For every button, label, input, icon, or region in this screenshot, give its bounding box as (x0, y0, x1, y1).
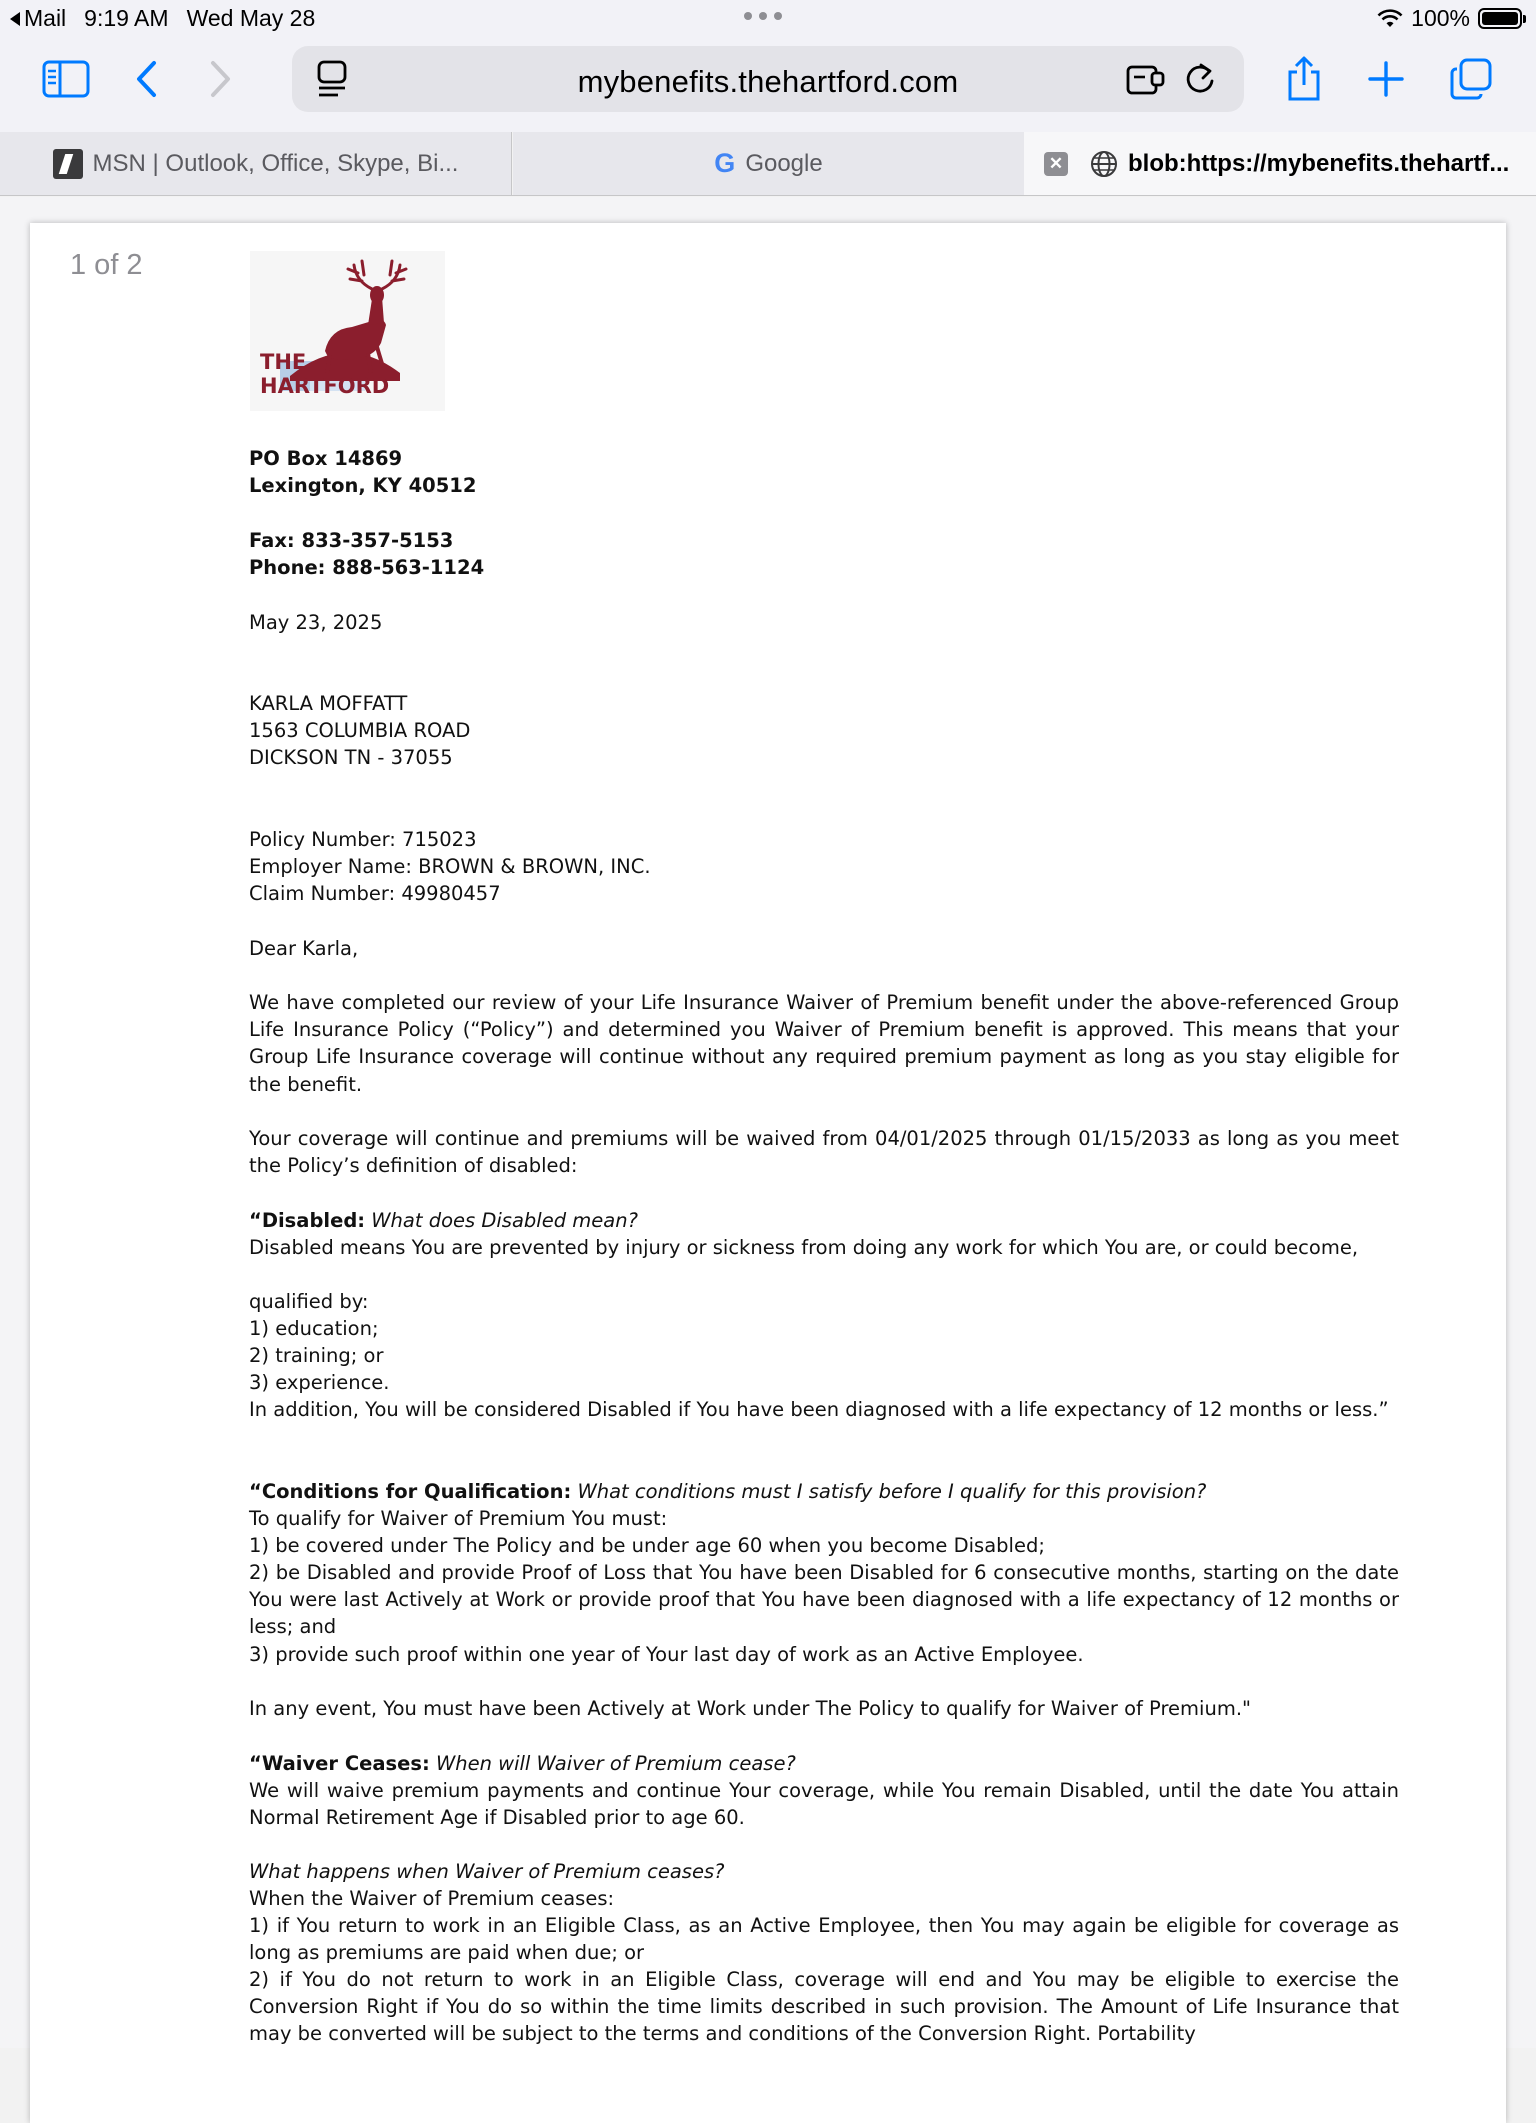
conditions-item: 3) provide such proof within one year of Your last day of work as an Active Employee. (249, 1643, 1084, 1666)
pdf-viewer[interactable] (0, 197, 1536, 2048)
employer-name: Employer Name: BROWN & BROWN, INC. (249, 855, 651, 878)
back-chevron-icon[interactable] (130, 58, 164, 100)
conditions-heading: “Conditions for Qualification: (249, 1480, 572, 1503)
back-to-app-button[interactable] (10, 5, 66, 32)
coverage-paragraph: Your coverage will continue and premiums will be waived from 04/01/2025 through 01/15/2033 as long as you meet the Policy’s definition of disabled: (249, 1127, 1399, 1178)
claim-number: Claim Number: 49980457 (249, 882, 501, 905)
letter-date: May 23, 2025 (249, 611, 383, 634)
extension-icon[interactable] (1124, 60, 1168, 98)
recipient-name: KARLA MOFFATT (249, 692, 408, 715)
sender-phone: Phone: 888-563-1124 (249, 556, 485, 579)
address-bar[interactable] (292, 46, 1244, 112)
status-date: Wed May 28 (186, 5, 316, 31)
disabled-heading-line (249, 1207, 1399, 1234)
disabled-definition: Disabled means You are prevented by injury or sickness from doing any work for which You are, or could become, (249, 1236, 1359, 1259)
tab-google[interactable] (513, 132, 1024, 195)
conditions-event: In any event, You must have been Actively at Work under The Policy to qualify for Waiver of Premium." (249, 1697, 1251, 1720)
wifi-icon (1377, 9, 1403, 29)
ceases-heading: “Waiver Ceases: (249, 1752, 430, 1775)
tab-bar (0, 132, 1536, 196)
tab-label: blob:https://mybenefits.thehartf... (1128, 149, 1510, 177)
recipient-city: DICKSON TN - 37055 (249, 746, 453, 769)
share-icon[interactable] (1282, 54, 1326, 104)
close-icon[interactable]: ✕ (1044, 152, 1068, 176)
disabled-item: 1) education; (249, 1317, 379, 1340)
tab-msn[interactable] (0, 132, 512, 195)
tab-label: MSN | Outlook, Office, Skype, Bi... (92, 149, 459, 177)
conditions-item: 2) be Disabled and provide Proof of Loss that You have been Disabled for 6 consecutive months, starting on the date You were last Actively at Work or provide proof that You have been diagnosed with a life expectancy of 12 months or less; and (249, 1561, 1399, 1639)
battery-percent: 100% (1411, 5, 1470, 31)
ceases-heading-line (249, 1750, 1399, 1777)
disabled-question: What does Disabled mean? (371, 1209, 638, 1232)
logo-text-the: THE (260, 350, 307, 374)
conditions-intro: To qualify for Waiver of Premium You must: (249, 1507, 668, 1530)
url-text[interactable]: mybenefits.thehartford.com (577, 64, 959, 99)
sender-po-box: PO Box 14869 (249, 447, 403, 470)
disabled-item: 3) experience. (249, 1371, 390, 1394)
happens-item: 1) if You return to work in an Eligible Class, as an Active Employee, then You may again be eligible for coverage as long as premiums are paid when due; or (249, 1914, 1399, 1965)
approval-paragraph: We have completed our review of your Life Insurance Waiver of Premium benefit under the above-referenced Group Life Insurance Policy (“Policy”) and determined you Waiver of Premium benefit is approved. This means that your Group Life Insurance coverage will continue without any required premium payment as long as you stay eligible for the benefit. (249, 991, 1399, 1096)
pdf-page (30, 223, 1506, 2123)
tab-blob-active[interactable] (1024, 132, 1536, 195)
policy-number: Policy Number: 715023 (249, 828, 477, 851)
reload-icon[interactable] (1180, 60, 1220, 98)
globe-icon (1090, 150, 1118, 178)
happens-question: What happens when Waiver of Premium ceases? (249, 1860, 725, 1883)
conditions-question: What conditions must I satisfy before I qualify for this provision? (577, 1480, 1207, 1503)
salutation: Dear Karla, (249, 937, 359, 960)
conditions-heading-line (249, 1478, 1399, 1505)
sender-city: Lexington, KY 40512 (249, 474, 477, 497)
forward-chevron-icon[interactable] (203, 58, 237, 100)
tab-label: Google (745, 149, 823, 177)
recipient-street: 1563 COLUMBIA ROAD (249, 719, 471, 742)
conditions-item: 1) be covered under The Policy and be under age 60 when you become Disabled; (249, 1534, 1045, 1557)
msn-logo-icon (53, 149, 83, 179)
sender-fax: Fax: 833-357-5153 (249, 529, 454, 552)
sidebar-icon[interactable] (40, 58, 92, 100)
back-app-label: Mail (24, 5, 67, 31)
happens-intro: When the Waiver of Premium ceases: (249, 1887, 615, 1910)
ceases-question: When will Waiver of Premium cease? (435, 1752, 796, 1775)
battery-icon (1478, 8, 1522, 29)
hartford-stag-logo (250, 251, 445, 411)
disabled-qualified-by: qualified by: (249, 1290, 369, 1313)
browser-toolbar (0, 38, 1536, 132)
disabled-addition: In addition, You will be considered Disabled if You have been diagnosed with a life expectancy of 12 months or less.” (249, 1398, 1389, 1421)
google-logo-icon: G (714, 148, 736, 178)
status-time: 9:19 AM (84, 5, 169, 31)
logo-text-hartford: HARTFORD (260, 374, 390, 398)
plus-icon[interactable] (1366, 58, 1406, 100)
tabs-icon[interactable] (1448, 56, 1494, 102)
disabled-item: 2) training; or (249, 1344, 384, 1367)
status-bar (0, 0, 1536, 38)
multitasking-dots-icon[interactable] (744, 12, 782, 20)
page-counter: 1 of 2 (70, 249, 143, 281)
ceases-text: We will waive premium payments and continue Your coverage, while You remain Disabled, until the date You attain Normal Retirement Age if Disabled prior to age 60. (249, 1779, 1399, 1830)
disabled-heading: “Disabled: (249, 1209, 366, 1232)
happens-item: 2) if You do not return to work in an Eligible Class, coverage will end and You may be eligible to exercise the Conversion Right if You do so within the time limits described in such provision. The Amount of Life Insurance that may be converted will be subject to the terms and conditions of the Conversion Right. Portability (249, 1968, 1399, 2046)
back-triangle-icon (10, 12, 20, 26)
